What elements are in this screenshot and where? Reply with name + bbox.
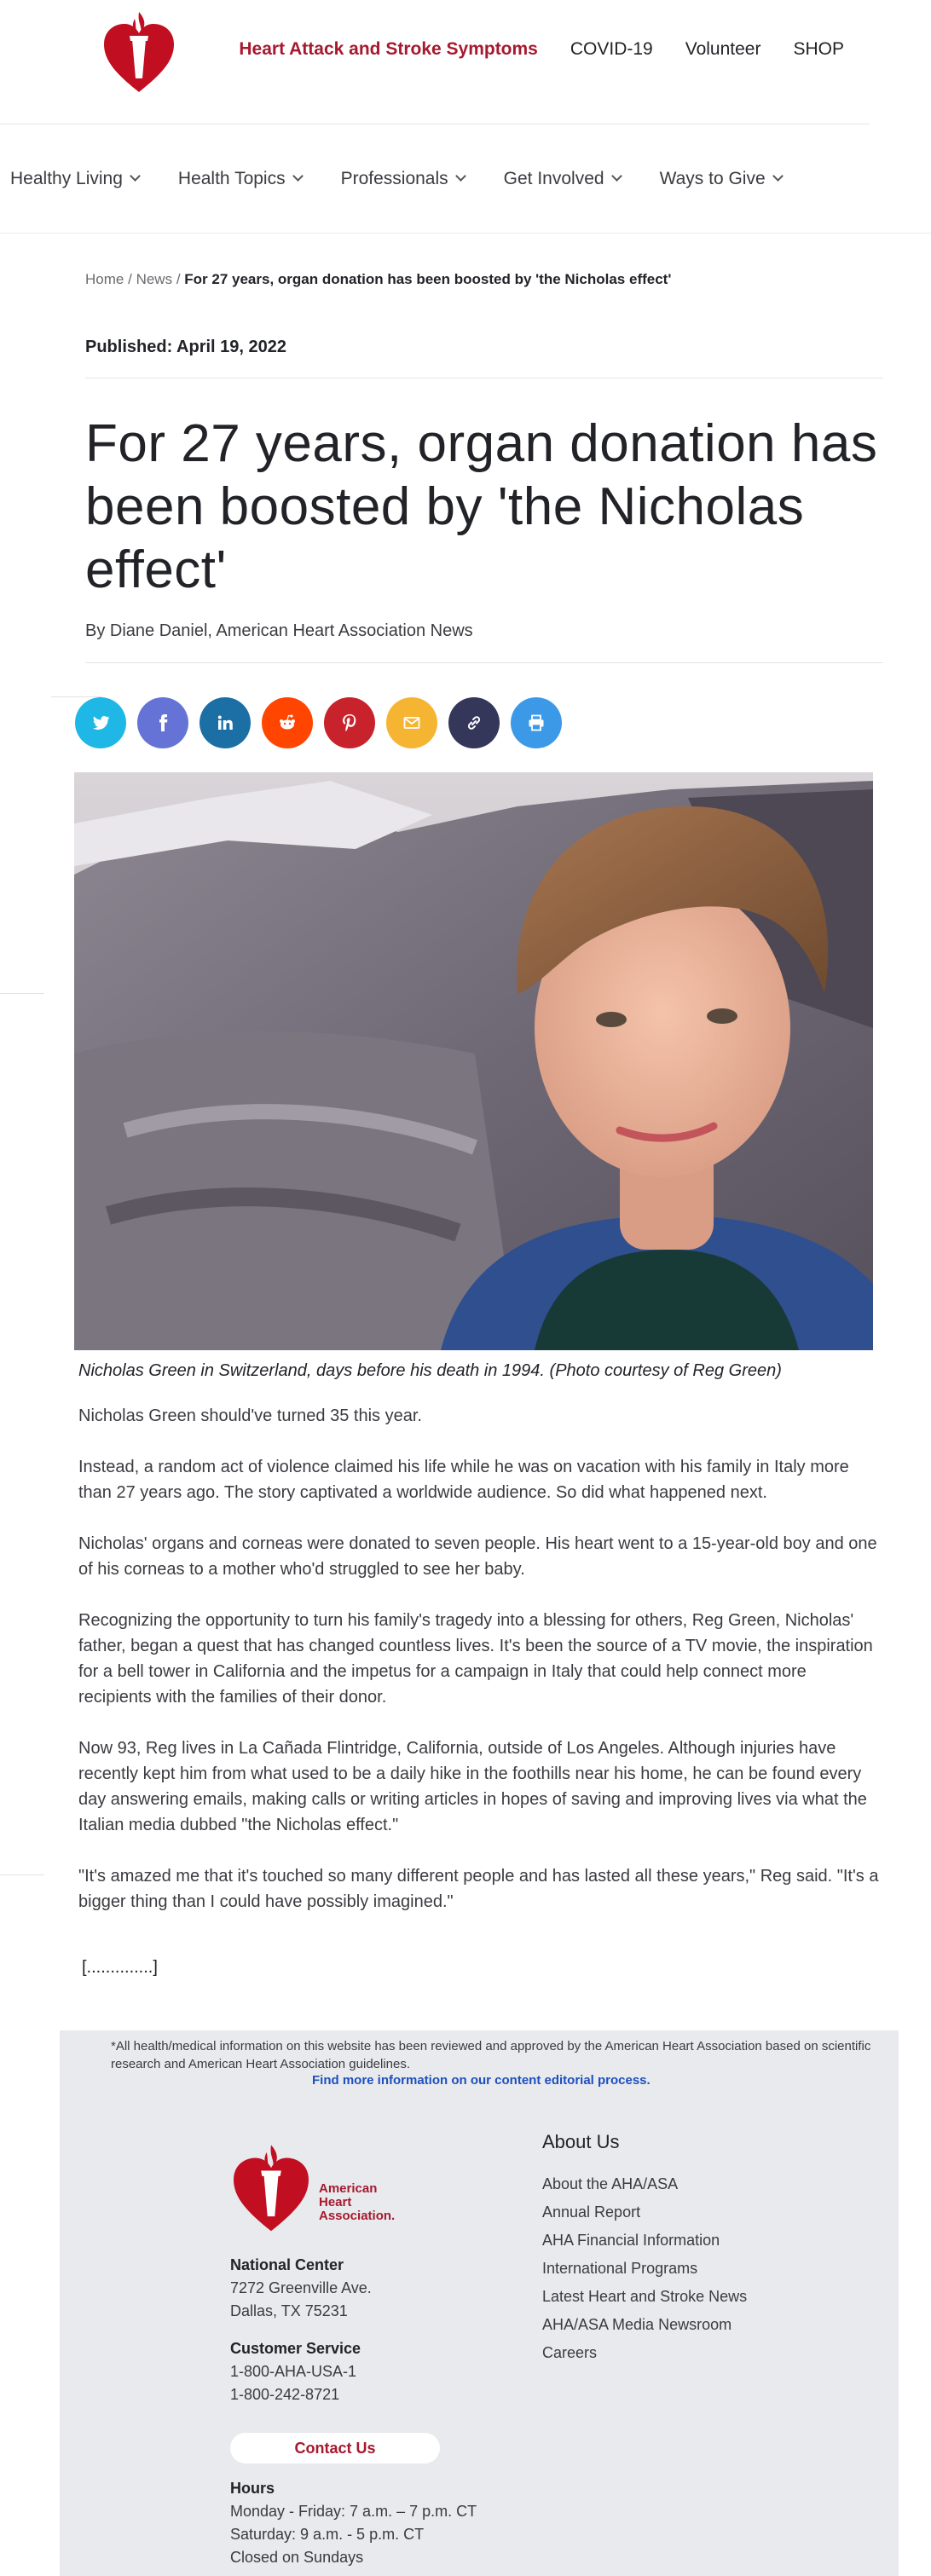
top-header bbox=[0, 0, 870, 124]
medical-disclaimer: *All health/medical information on this website has been reviewed and approved by the American Heart Association based on scientific research and American Heart Association guidelines. bbox=[111, 2039, 871, 2071]
breadcrumb-separator: / bbox=[128, 271, 132, 287]
national-center bbox=[230, 2254, 372, 2323]
footer-link[interactable]: Annual Report bbox=[542, 2203, 641, 2221]
nav-label: Healthy Living bbox=[10, 168, 123, 188]
hours-line: Closed on Sundays bbox=[230, 2549, 364, 2566]
footer-link[interactable]: AHA/ASA Media Newsroom bbox=[542, 2316, 732, 2333]
footer-link[interactable]: Careers bbox=[542, 2344, 598, 2361]
hours-line: Monday - Friday: 7 a.m. – 7 p.m. CT bbox=[230, 2503, 477, 2520]
published-date: Published: April 19, 2022 bbox=[85, 338, 287, 356]
footer-link[interactable]: Latest Heart and Stroke News bbox=[542, 2288, 748, 2305]
share-reddit-button[interactable] bbox=[262, 697, 313, 748]
share-twitter-button[interactable] bbox=[75, 697, 126, 748]
contact-us-button[interactable]: Contact Us bbox=[230, 2433, 440, 2463]
article-paragraph: Recognizing the opportunity to turn his family's tragedy into a blessing for others, Reg Green, Nicholas' father, began a quest that has changed countless lives. It's been the source of a TV movie, the inspiration for a bell tower in California and the impetus for a campaign in Italy that could help connect more recipients with the families of their donor. bbox=[78, 1611, 873, 1707]
chevron-down-icon bbox=[292, 170, 304, 182]
customer-service bbox=[230, 2337, 361, 2406]
article-title: For 27 years, organ donation has been boosted by 'the Nicholas effect' bbox=[85, 414, 878, 599]
top-nav-volunteer[interactable]: Volunteer bbox=[685, 39, 761, 59]
hero-photo bbox=[74, 772, 873, 1350]
nav-get-involved[interactable] bbox=[504, 169, 621, 189]
breadcrumb-home[interactable]: Home bbox=[85, 271, 124, 287]
email-icon bbox=[402, 713, 422, 733]
footer-logo-text bbox=[319, 2182, 395, 2223]
editorial-process-link[interactable]: Find more information on our content editorial process. bbox=[312, 2073, 651, 2088]
side-divider bbox=[0, 1874, 44, 1875]
share-pinterest-button[interactable] bbox=[324, 697, 375, 748]
chevron-down-icon bbox=[130, 170, 141, 182]
chevron-down-icon bbox=[611, 170, 622, 182]
footer-link[interactable]: International Programs bbox=[542, 2260, 698, 2277]
facebook-icon bbox=[153, 713, 173, 733]
nav-health-topics[interactable] bbox=[178, 169, 302, 189]
share-email-button[interactable] bbox=[386, 697, 437, 748]
link-icon bbox=[464, 713, 484, 733]
hours bbox=[230, 2477, 477, 2569]
footer bbox=[60, 2030, 899, 2576]
breadcrumb-news[interactable]: News bbox=[136, 271, 173, 287]
top-nav-covid[interactable]: COVID-19 bbox=[570, 39, 653, 59]
photo-caption: Nicholas Green in Switzerland, days before his death in 1994. (Photo courtesy of Reg Green) bbox=[78, 1361, 782, 1380]
article-byline: By Diane Daniel, American Heart Association News bbox=[85, 621, 473, 640]
nav-label: Ways to Give bbox=[659, 168, 766, 188]
breadcrumb-separator: / bbox=[176, 271, 181, 287]
address-line: Dallas, TX 75231 bbox=[230, 2302, 348, 2319]
nav-ways-to-give[interactable] bbox=[660, 169, 782, 189]
main-nav bbox=[0, 124, 931, 234]
heart-torch-logo-icon[interactable] bbox=[228, 2140, 314, 2240]
reddit-icon bbox=[277, 713, 298, 733]
article-paragraph: Nicholas Green should've turned 35 this year. bbox=[78, 1406, 422, 1425]
linkedin-icon bbox=[215, 713, 235, 733]
nav-label: Get Involved bbox=[503, 168, 604, 188]
print-icon bbox=[526, 713, 546, 733]
about-us-links bbox=[542, 2170, 747, 2367]
customer-service-label: Customer Service bbox=[230, 2340, 361, 2357]
chevron-down-icon bbox=[772, 170, 784, 182]
national-center-label: National Center bbox=[230, 2256, 344, 2273]
chevron-down-icon bbox=[455, 170, 466, 182]
hours-label: Hours bbox=[230, 2480, 275, 2497]
breadcrumb bbox=[85, 271, 671, 288]
heart-torch-logo-icon bbox=[101, 7, 177, 101]
article-body bbox=[78, 1403, 880, 1940]
top-nav-shop[interactable]: SHOP bbox=[793, 39, 844, 59]
pinterest-icon bbox=[339, 713, 360, 733]
phone-link[interactable]: 1-800-242-8721 bbox=[230, 2386, 340, 2403]
article-paragraph: Instead, a random act of violence claimed his life while he was on vacation with his family in Italy more than 27 years ago. The story captivated a worldwide audience. So did what happened next. bbox=[78, 1458, 849, 1502]
article-paragraph: Now 93, Reg lives in La Cañada Flintridge, California, outside of Los Angeles. Although injuries have recently kept him from what used to be a daily hike in the foothills near his home, he can be found every day answering emails, making calls or writing articles in hopes of saving and improving lives via what the Italian media dubbed "the Nicholas effect." bbox=[78, 1739, 867, 1834]
logo-text-line: Heart bbox=[319, 2195, 352, 2209]
hours-line: Saturday: 9 a.m. - 5 p.m. CT bbox=[230, 2526, 425, 2543]
logo-text-line: Association. bbox=[319, 2209, 396, 2223]
nav-professionals[interactable] bbox=[341, 169, 465, 189]
share-bar bbox=[75, 697, 562, 748]
breadcrumb-current: For 27 years, organ donation has been boosted by 'the Nicholas effect' bbox=[184, 271, 672, 287]
share-print-button[interactable] bbox=[511, 697, 562, 748]
footer-link[interactable]: About the AHA/ASA bbox=[542, 2175, 679, 2192]
nav-healthy-living[interactable] bbox=[10, 169, 139, 189]
side-divider bbox=[0, 993, 44, 994]
top-nav bbox=[239, 39, 844, 60]
twitter-icon bbox=[90, 713, 111, 733]
article-truncation: [..............] bbox=[82, 1958, 158, 1977]
nav-label: Professionals bbox=[340, 168, 448, 188]
about-us-section bbox=[542, 2131, 747, 2367]
share-facebook-button[interactable] bbox=[137, 697, 188, 748]
nav-label: Health Topics bbox=[177, 168, 286, 188]
logo-text-line: American bbox=[319, 2181, 378, 2196]
share-linkedin-button[interactable] bbox=[200, 697, 251, 748]
aha-logo-link[interactable] bbox=[101, 7, 177, 101]
article-paragraph: "It's amazed me that it's touched so many different people and has lasted all these years," Reg said. "It's a bigger thing than I could have possibly imagined." bbox=[78, 1867, 879, 1911]
top-nav-symptoms[interactable]: Heart Attack and Stroke Symptoms bbox=[239, 39, 538, 59]
footer-link[interactable]: AHA Financial Information bbox=[542, 2232, 720, 2249]
divider bbox=[85, 662, 883, 663]
share-copy-link-button[interactable] bbox=[448, 697, 500, 748]
phone-link[interactable]: 1-800-AHA-USA-1 bbox=[230, 2363, 357, 2380]
nicholas-green-photo bbox=[74, 772, 873, 1350]
address-line: 7272 Greenville Ave. bbox=[230, 2279, 372, 2296]
article-paragraph: Nicholas' organs and corneas were donated to seven people. His heart went to a 15-year-old boy and one of his corneas to a mother who'd struggled to see her baby. bbox=[78, 1534, 877, 1579]
about-us-heading: About Us bbox=[542, 2131, 620, 2152]
